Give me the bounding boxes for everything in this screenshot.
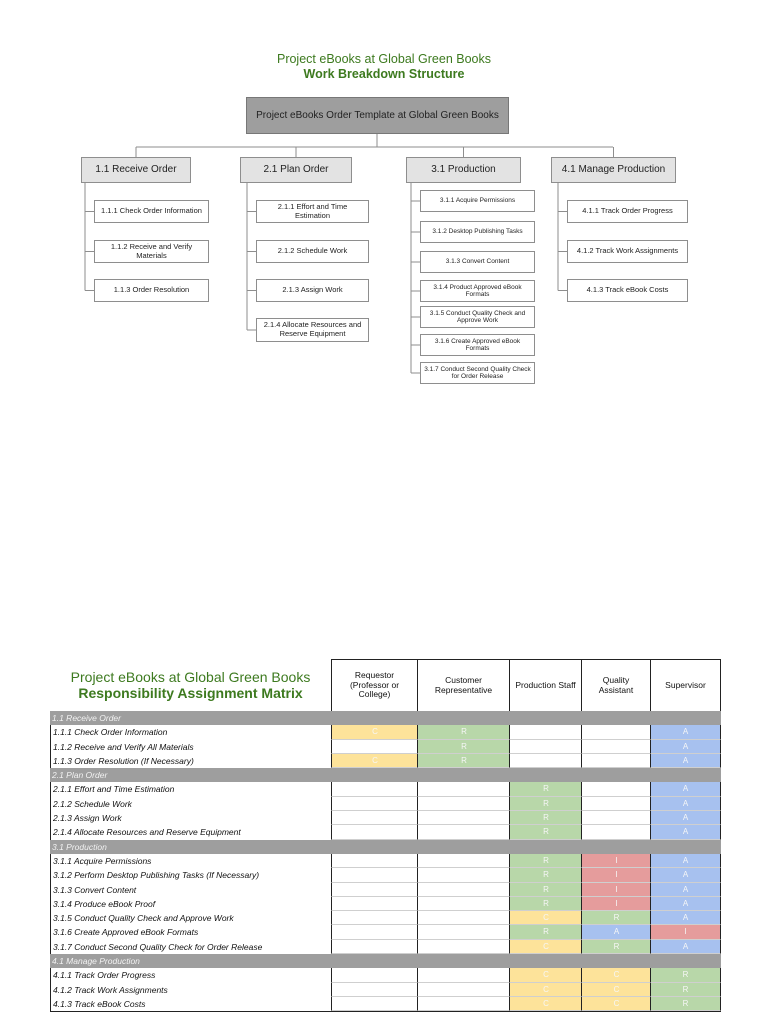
wbs-item-2-4: 2.1.4 Allocate Resources and Reserve Equipment — [256, 318, 369, 342]
wbs-item-3-7: 3.1.7 Conduct Second Quality Check for Order Release — [420, 362, 535, 384]
raci-cell: A — [650, 782, 721, 796]
raci-cell — [331, 925, 418, 939]
raci-cell — [581, 811, 651, 825]
raci-cell — [331, 940, 418, 954]
raci-cell — [509, 725, 582, 739]
table-row — [50, 968, 721, 982]
raci-cell: C — [331, 754, 418, 768]
raci-cell: C — [331, 725, 418, 739]
section-label: 4.1 Manage Production — [52, 956, 140, 967]
responsibility-matrix — [50, 659, 721, 1012]
wbs-item-3-3: 3.1.3 Convert Content — [420, 251, 535, 273]
raci-cell: A — [650, 911, 721, 925]
raci-cell: A — [650, 797, 721, 811]
raci-cell — [331, 968, 418, 982]
raci-cell: A — [650, 825, 721, 839]
raci-cell — [417, 883, 510, 897]
raci-cell: R — [509, 868, 582, 882]
section-row — [50, 711, 721, 725]
task-label: 3.1.4 Produce eBook Proof — [50, 897, 331, 911]
raci-cell — [417, 782, 510, 796]
raci-cell — [331, 797, 418, 811]
table-row — [50, 997, 721, 1011]
raci-cell: C — [581, 997, 651, 1011]
wbs-item-3-4: 3.1.4 Product Approved eBook Formats — [420, 280, 535, 302]
task-label: 3.1.3 Convert Content — [50, 883, 331, 897]
raci-cell — [417, 854, 510, 868]
task-label: 4.1.1 Track Order Progress — [50, 968, 331, 982]
raci-cell: A — [581, 925, 651, 939]
raci-cell: C — [509, 940, 582, 954]
raci-cell — [509, 754, 582, 768]
task-label: 3.1.6 Create Approved eBook Formats — [50, 925, 331, 939]
raci-cell — [331, 811, 418, 825]
raci-cell: A — [650, 883, 721, 897]
table-row — [50, 825, 721, 839]
table-row — [50, 911, 721, 925]
section-row — [50, 768, 721, 782]
role-header-5: Supervisor — [650, 659, 721, 711]
raci-cell: A — [650, 868, 721, 882]
table-row — [50, 940, 721, 954]
role-header-3: Production Staff — [509, 659, 582, 711]
raci-cell — [331, 782, 418, 796]
task-label: 1.1.2 Receive and Verify All Materials — [50, 740, 331, 754]
table-row — [50, 854, 721, 868]
raci-cell: I — [581, 854, 651, 868]
raci-cell — [417, 940, 510, 954]
section-label: 3.1 Production — [52, 841, 107, 852]
task-label: 1.1.1 Check Order Information — [50, 725, 331, 739]
table-row — [50, 883, 721, 897]
table-row — [50, 897, 721, 911]
raci-cell — [417, 868, 510, 882]
wbs-item-3-1: 3.1.1 Acquire Permissions — [420, 190, 535, 212]
raci-cell: R — [509, 925, 582, 939]
section-label: 2.1 Plan Order — [52, 770, 108, 781]
raci-cell — [581, 782, 651, 796]
wbs-diagram — [0, 0, 768, 400]
raci-cell: C — [581, 968, 651, 982]
raci-cell: R — [509, 825, 582, 839]
raci-cell: A — [650, 940, 721, 954]
matrix-title: Project eBooks at Global Green Books — [70, 669, 311, 685]
task-label: 2.1.3 Assign Work — [50, 811, 331, 825]
task-label: 1.1.3 Order Resolution (If Necessary) — [50, 754, 331, 768]
wbs-item-1-3: 1.1.3 Order Resolution — [94, 279, 209, 302]
raci-cell: R — [417, 740, 510, 754]
raci-cell: C — [509, 968, 582, 982]
raci-cell — [509, 740, 582, 754]
raci-cell: R — [417, 754, 510, 768]
raci-cell: R — [509, 782, 582, 796]
table-row — [50, 983, 721, 997]
raci-cell: R — [509, 797, 582, 811]
task-label: 2.1.2 Schedule Work — [50, 797, 331, 811]
role-header-1: Requestor (Professor or College) — [331, 659, 418, 711]
wbs-item-1-1: 1.1.1 Check Order Information — [94, 200, 209, 223]
raci-cell: A — [650, 740, 721, 754]
task-label: 3.1.7 Conduct Second Quality Check for Order Release — [50, 940, 331, 954]
raci-cell: R — [650, 968, 721, 982]
raci-cell: R — [509, 854, 582, 868]
wbs-root-node: Project eBooks Order Template at Global Green Books — [246, 97, 509, 134]
matrix-title-block — [50, 659, 331, 711]
matrix-body — [50, 711, 721, 1012]
section-label: 1.1 Receive Order — [52, 713, 121, 723]
wbs-item-2-1: 2.1.1 Effort and Time Estimation — [256, 200, 369, 223]
raci-cell — [331, 997, 418, 1011]
raci-cell: A — [650, 811, 721, 825]
role-header-2: Customer Representative — [417, 659, 510, 711]
wbs-item-4-1: 4.1.1 Track Order Progress — [567, 200, 688, 223]
wbs-item-4-2: 4.1.2 Track Work Assignments — [567, 240, 688, 263]
raci-cell — [417, 897, 510, 911]
matrix-header — [50, 659, 721, 711]
raci-cell: C — [509, 983, 582, 997]
raci-cell: C — [509, 997, 582, 1011]
task-label: 4.1.2 Track Work Assignments — [50, 983, 331, 997]
wbs-item-3-5: 3.1.5 Conduct Quality Check and Approve Work — [420, 306, 535, 328]
raci-cell — [331, 883, 418, 897]
raci-cell — [331, 854, 418, 868]
raci-cell: I — [650, 925, 721, 939]
raci-cell: R — [650, 997, 721, 1011]
raci-cell — [417, 968, 510, 982]
raci-cell — [331, 911, 418, 925]
wbs-item-3-6: 3.1.6 Create Approved eBook Formats — [420, 334, 535, 356]
raci-cell — [417, 925, 510, 939]
raci-cell — [581, 740, 651, 754]
table-row — [50, 868, 721, 882]
raci-cell: A — [650, 854, 721, 868]
wbs-item-2-3: 2.1.3 Assign Work — [256, 279, 369, 302]
wbs-title: Project eBooks at Global Green Books — [276, 52, 491, 66]
section-row — [50, 954, 721, 968]
role-header-4: Quality Assistant — [581, 659, 651, 711]
raci-cell: I — [581, 883, 651, 897]
task-label: 4.1.3 Track eBook Costs — [50, 997, 331, 1011]
wbs-item-4-3: 4.1.3 Track eBook Costs — [567, 279, 688, 302]
raci-cell: R — [509, 811, 582, 825]
wbs-subtitle: Work Breakdown Structure — [303, 67, 465, 81]
task-label: 2.1.4 Allocate Resources and Reserve Equipment — [50, 825, 331, 839]
raci-cell: R — [509, 883, 582, 897]
raci-cell: A — [650, 754, 721, 768]
raci-cell: C — [581, 983, 651, 997]
table-row — [50, 725, 721, 739]
task-label: 3.1.5 Conduct Quality Check and Approve Work — [50, 911, 331, 925]
raci-cell — [331, 983, 418, 997]
table-row — [50, 740, 721, 754]
table-row — [50, 925, 721, 939]
raci-cell — [581, 725, 651, 739]
raci-cell — [331, 897, 418, 911]
section-row — [50, 840, 721, 854]
task-label: 3.1.2 Perform Desktop Publishing Tasks (If Necessary) — [50, 868, 331, 882]
table-row — [50, 797, 721, 811]
wbs-branch-3: 3.1 Production — [406, 157, 521, 183]
matrix-subtitle: Responsibility Assignment Matrix — [78, 685, 303, 701]
raci-cell — [331, 825, 418, 839]
task-label: 2.1.1 Effort and Time Estimation — [50, 782, 331, 796]
raci-cell — [417, 797, 510, 811]
raci-cell: A — [650, 897, 721, 911]
raci-cell — [331, 868, 418, 882]
raci-cell — [581, 754, 651, 768]
raci-cell — [417, 997, 510, 1011]
raci-cell — [417, 983, 510, 997]
raci-cell — [417, 825, 510, 839]
task-label: 3.1.1 Acquire Permissions — [50, 854, 331, 868]
raci-cell: I — [581, 868, 651, 882]
wbs-branch-1: 1.1 Receive Order — [81, 157, 191, 183]
table-row — [50, 811, 721, 825]
raci-cell: R — [581, 911, 651, 925]
wbs-branch-4: 4.1 Manage Production — [551, 157, 676, 183]
wbs-item-1-2: 1.1.2 Receive and Verify Materials — [94, 240, 209, 263]
raci-cell — [581, 797, 651, 811]
raci-cell: R — [650, 983, 721, 997]
table-row — [50, 754, 721, 768]
table-row — [50, 782, 721, 796]
raci-cell: C — [509, 911, 582, 925]
raci-cell: R — [581, 940, 651, 954]
raci-cell: R — [509, 897, 582, 911]
wbs-item-2-2: 2.1.2 Schedule Work — [256, 240, 369, 263]
wbs-branch-2: 2.1 Plan Order — [240, 157, 352, 183]
raci-cell — [417, 911, 510, 925]
raci-cell: I — [581, 897, 651, 911]
raci-cell: R — [417, 725, 510, 739]
wbs-item-3-2: 3.1.2 Desktop Publishing Tasks — [420, 221, 535, 243]
raci-cell — [331, 740, 418, 754]
raci-cell — [581, 825, 651, 839]
raci-cell: A — [650, 725, 721, 739]
raci-cell — [417, 811, 510, 825]
